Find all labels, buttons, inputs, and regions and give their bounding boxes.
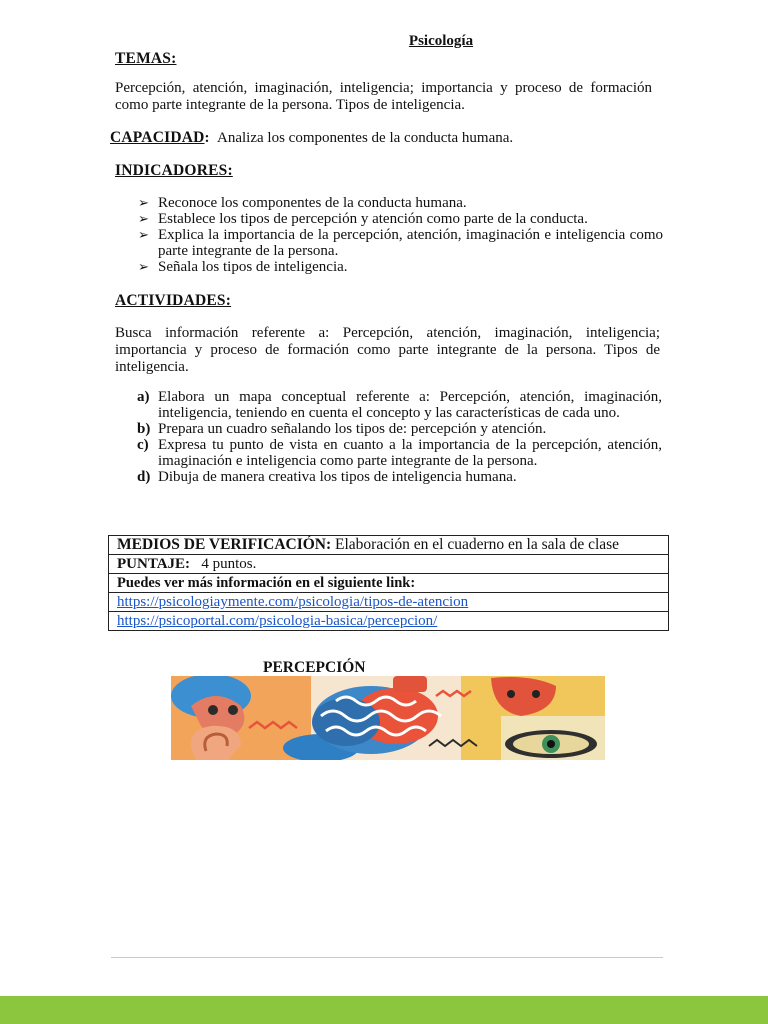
- actividades-list: [137, 389, 662, 485]
- table-row: [109, 593, 669, 612]
- table-row: [109, 555, 669, 574]
- list-item: c) Expresa tu punto de vista en cuanto a la importancia de la percepción, atención, imaginación e inteligencia como parte integrante de la persona.: [137, 437, 662, 469]
- temas-text: Percepción, atención, imaginación, inteligencia; importancia y proceso de formación como parte integrante de la persona. Tipos de inteligencia.: [115, 80, 652, 113]
- medios-label: MEDIOS DE VERIFICACIÓN:: [117, 536, 332, 553]
- actividades-intro: Busca información referente a: Percepción, atención, imaginación, inteligencia; importancia y proceso de formación como parte integrante de la persona. Tipos de inteligencia.: [115, 325, 660, 375]
- list-item: d) Dibuja de manera creativa los tipos de inteligencia humana.: [137, 469, 517, 485]
- arrow-bullet-icon: ➢: [138, 195, 149, 210]
- list-item: b) Prepara un cuadro señalando los tipos de: percepción y atención.: [137, 421, 547, 437]
- capacidad-line: [110, 129, 513, 147]
- link-percepcion[interactable]: https://psicoportal.com/psicologia-basica/percepcion/: [117, 613, 438, 629]
- indicadores-list: [138, 195, 663, 275]
- list-item: ➢ Explica la importancia de la percepción, atención, imaginación e inteligencia como parte integrante de la persona.: [138, 227, 663, 259]
- arrow-bullet-icon: ➢: [138, 227, 149, 242]
- temas-heading: TEMAS:: [115, 50, 177, 67]
- table-row: [109, 536, 669, 555]
- arrow-bullet-icon: ➢: [138, 211, 149, 226]
- medios-cell: [109, 536, 669, 555]
- page-title: Psicología: [408, 33, 474, 49]
- list-item: ➢ Señala los tipos de inteligencia.: [138, 259, 348, 275]
- puntaje-cell: [109, 555, 669, 574]
- list-item: ➢ Establece los tipos de percepción y atención como parte de la conducta.: [138, 211, 588, 227]
- capacidad-colon: :: [204, 130, 210, 146]
- puntaje-text: 4 puntos.: [201, 556, 257, 572]
- arrow-bullet-icon: ➢: [138, 259, 149, 274]
- capacidad-heading: CAPACIDAD: [110, 129, 205, 146]
- medios-text: Elaboración en el cuaderno en la sala de clase: [331, 536, 620, 553]
- verification-table: [108, 535, 669, 631]
- puntaje-label: PUNTAJE:: [117, 556, 191, 572]
- list-item: a) Elabora un mapa conceptual referente a: Percepción, atención, imaginación, inteligencia, teniendo en cuenta el concepto y las características de cada uno.: [137, 389, 662, 421]
- capacidad-text: Analiza los componentes de la conducta humana.: [217, 130, 514, 146]
- list-item: ➢ Reconoce los componentes de la conducta humana.: [138, 195, 467, 211]
- table-row: [109, 574, 669, 593]
- indicadores-heading: INDICADORES:: [115, 162, 233, 179]
- figure-caption: PERCEPCIÓN: [263, 659, 366, 676]
- links-heading: Puedes ver más información en el siguiente link:: [109, 574, 669, 593]
- actividades-heading: ACTIVIDADES:: [115, 292, 232, 309]
- perception-illustration: [171, 676, 605, 760]
- footer-divider: [111, 957, 663, 958]
- footer-bar: [0, 996, 768, 1024]
- table-row: [109, 612, 669, 631]
- link-tipos-de-atencion[interactable]: https://psicologiaymente.com/psicologia/tipos-de-atencion: [117, 594, 469, 610]
